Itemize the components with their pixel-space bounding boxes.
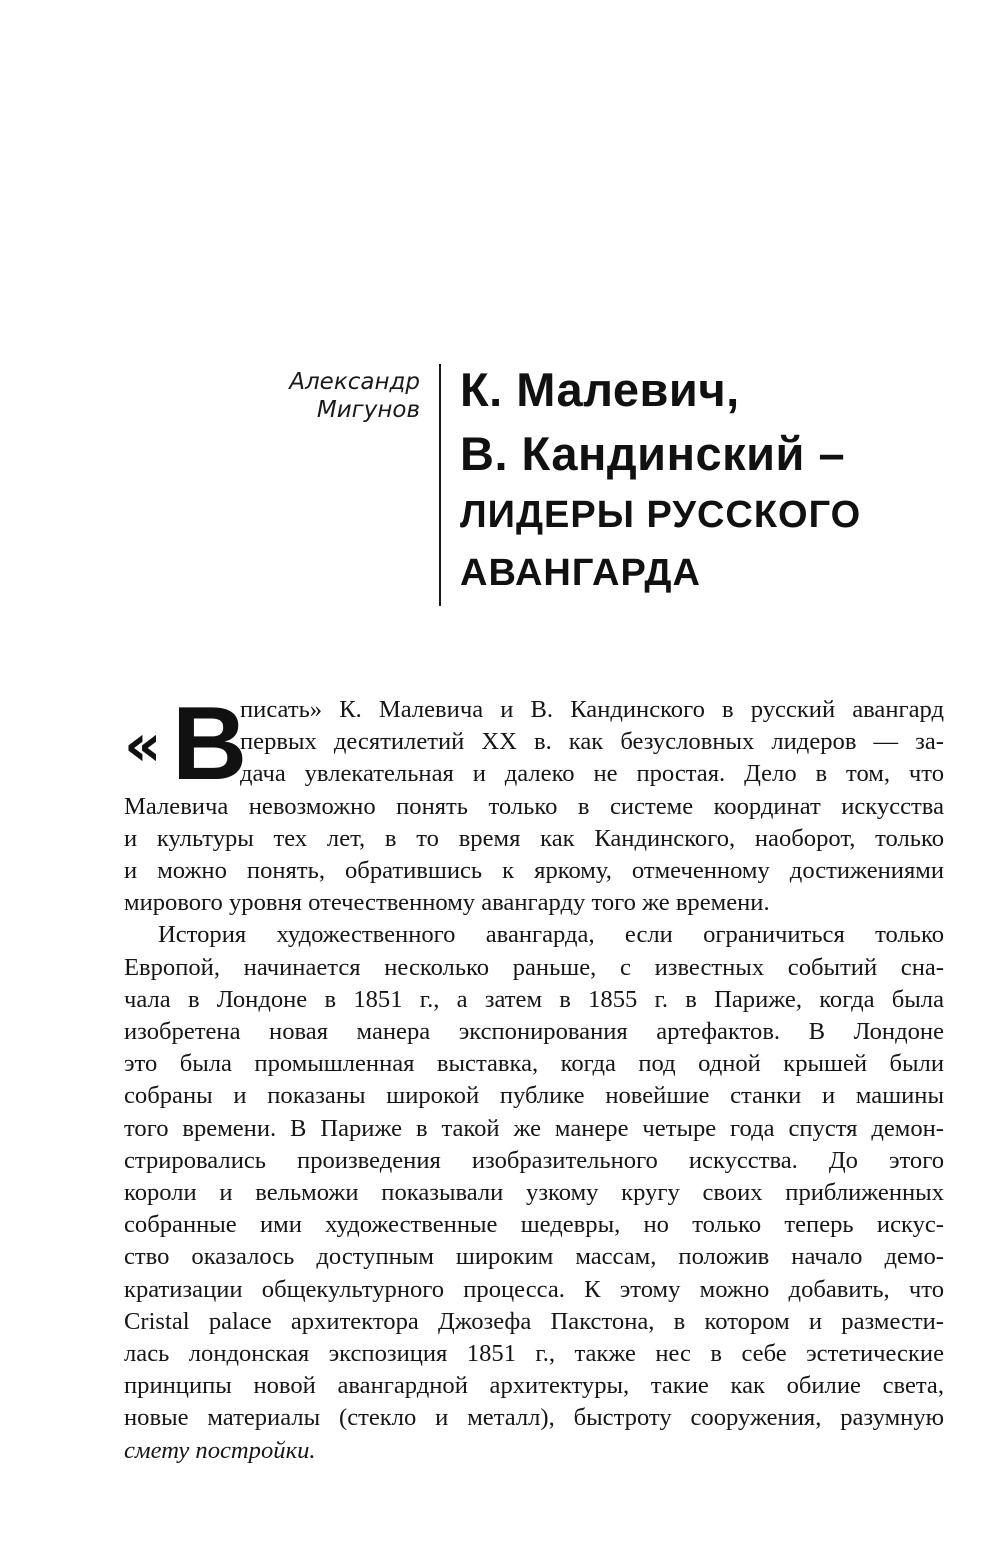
paragraph-line: принципы новой авангардной архитектуры, такие как обилие света, xyxy=(124,1372,944,1400)
drop-cap-quote: « xyxy=(124,711,162,779)
paragraph-line: ство оказалось доступным широким массам, положив начало демо- xyxy=(124,1243,944,1271)
paragraph-line: того времени. В Париже в такой же манере четыре года спустя демон- xyxy=(124,1114,944,1142)
paragraph-line: смету постройки. xyxy=(124,1436,316,1464)
title-line-3: ЛИДЕРЫ РУССКОГО xyxy=(460,494,862,536)
author-name xyxy=(240,368,420,424)
title-line-1: К. Малевич, xyxy=(460,363,740,416)
paragraph-line: стрировались произведения изобразительного искусства. До этого xyxy=(124,1146,944,1174)
paragraph-line: Cristal palace архитектора Джозефа Пакстона, в котором и размести- xyxy=(124,1307,944,1335)
paragraph-line: собраны и показаны широкой публике новейшие станки и машины xyxy=(124,1082,944,1110)
vertical-divider xyxy=(439,364,441,606)
paragraph-line: и можно понять, обратившись к яркому, отмеченному достижениями xyxy=(124,857,944,885)
paragraph-line: короли и вельможи показывали узкому кругу своих приближенных xyxy=(124,1179,944,1207)
paragraph-2 xyxy=(124,919,944,1466)
chapter-title xyxy=(460,358,980,602)
paragraph-line: первых десятилетий XX в. как безусловных лидеров — за- xyxy=(240,728,944,756)
paragraph-line: новые материалы (стекло и металл), быстроту сооружения, разумную xyxy=(124,1404,944,1432)
paragraph-line: История художественного авангарда, если ограничиться только xyxy=(158,921,944,949)
author-last-name: Мигунов xyxy=(316,397,420,423)
paragraph-line: чала в Лондоне в 1851 г., а затем в 1855 г. в Париже, когда была xyxy=(124,985,944,1013)
paragraph-line: Малевича невозможно понять только в системе координат искусства xyxy=(124,792,944,820)
paragraph-line: кратизации общекультурного процесса. К этому можно добавить, что xyxy=(124,1275,944,1303)
paragraph-line: лась лондонская экспозиция 1851 г., также нес в себе эстетические xyxy=(124,1340,944,1368)
paragraph-line: это была промышленная выставка, когда под одной крышей были xyxy=(124,1050,944,1078)
paragraph-1 xyxy=(124,686,944,919)
body-text xyxy=(124,686,944,1467)
paragraph-line: изобретена новая манера экспонирования артефактов. В Лондоне xyxy=(124,1018,944,1046)
title-line-2: В. Кандинский – xyxy=(460,427,846,480)
paragraph-line: и культуры тех лет, в то время как Кандинского, наоборот, только xyxy=(124,824,944,852)
paragraph-line: мирового уровня отечественному авангарду того же времени. xyxy=(124,889,770,917)
paragraph-line: собранные ими художественные шедевры, но только теперь искус- xyxy=(124,1211,944,1239)
paragraph-line: дача увлекательная и далеко не простая. Дело в том, что xyxy=(240,760,944,788)
paragraph-line: Европой, начинается несколько раньше, с известных событий сна- xyxy=(124,953,944,981)
paragraph-line: писать» К. Малевича и В. Кандинского в русский авангард xyxy=(240,696,944,723)
drop-cap-letter: В xyxy=(172,686,246,802)
title-line-4: АВАНГАРДА xyxy=(460,552,701,594)
author-first-name: Александр xyxy=(289,369,420,395)
